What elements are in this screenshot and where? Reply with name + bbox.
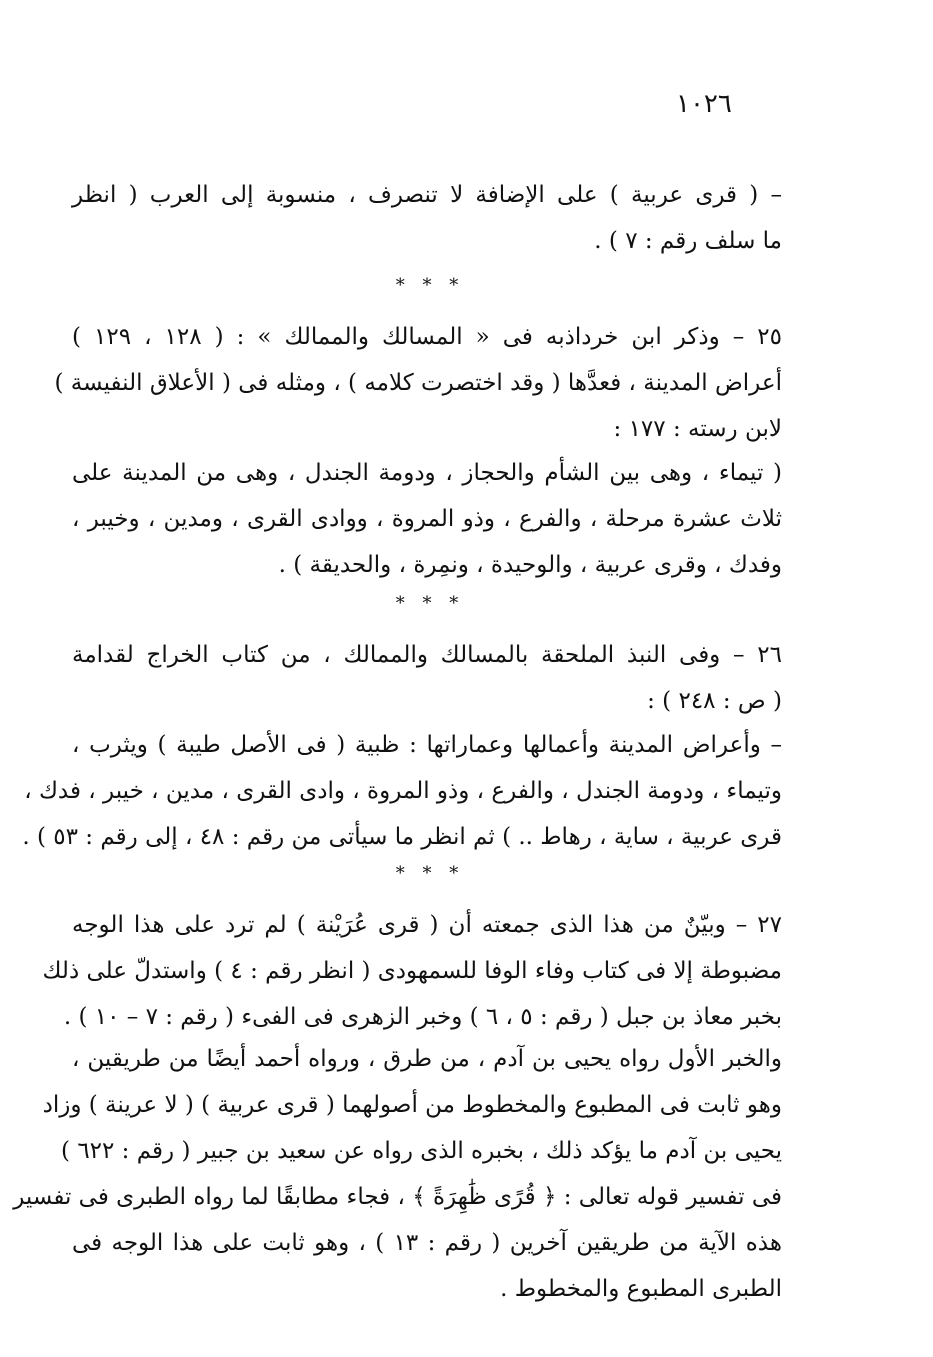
- text-line: مضبوطة إلا فى كتاب وفاء الوفا للسمهودى ( انظر رقم : ٤ ) واستدلّ على ذلك: [42, 958, 782, 984]
- text-line: وهو ثابت فى المطبوع والمخطوط من أصولهما ( قرى عربية ) ( لا عرينة ) وزاد: [42, 1092, 782, 1118]
- text-line: – وأعراض المدينة وأعمالها وعماراتها : ظبية ( فى الأصل طيبة ) ويثرب ،: [72, 732, 782, 758]
- paragraph-26: [72, 632, 782, 724]
- text-line: وفدك ، وقرى عربية ، والوحيدة ، ونمِرة ، والحديقة ) .: [278, 552, 782, 578]
- text-line: ٢٥ – وذكر ابن خرداذبه فى « المسالك والممالك » : ( ١٢٨ ، ١٢٩ ): [72, 324, 782, 350]
- text-line: بخبر معاذ بن جبل ( رقم : ٥ ، ٦ ) وخبر الزهرى فى الفىء ( رقم : ٧ – ١٠ ) .: [63, 1004, 782, 1030]
- text-line: ( تيماء ، وهى بين الشأم والحجاز ، ودومة الجندل ، وهى من المدينة على: [72, 460, 782, 486]
- quote-25: [72, 450, 782, 588]
- section-separator: * * *: [395, 275, 465, 296]
- text-line: أعراض المدينة ، فعدَّها ( وقد اختصرت كلامه ) ، ومثله فى ( الأعلاق النفيسة ): [54, 370, 782, 396]
- section-separator: * * *: [395, 863, 465, 884]
- text-line: ( ص : ٢٤٨ ) :: [647, 688, 782, 714]
- text-line: قرى عربية ، ساية ، رهاط .. ) ثم انظر ما سيأتى من رقم : ٤٨ ، إلى رقم : ٥٣ ) .: [22, 824, 782, 850]
- paragraph-intro-note: [72, 172, 782, 264]
- text-line: والخبر الأول رواه يحيى بن آدم ، من طرق ، ورواه أحمد أيضًا من طريقين ،: [72, 1046, 782, 1072]
- section-separator: * * *: [395, 593, 465, 614]
- text-line: لابن رسته : ١٧٧ :: [613, 416, 782, 442]
- text-line: ثلاث عشرة مرحلة ، والفرع ، وذو المروة ، ووادى القرى ، ومدين ، وخيبر ،: [72, 506, 782, 532]
- paragraph-27: [42, 902, 782, 1040]
- text-line: فى تفسير قوله تعالى : ﴿ قُرًى ظَٰهِرَةً ﴾ ، فجاء مطابقًا لما رواه الطبرى فى تفسير: [13, 1184, 782, 1210]
- paragraph-25: [54, 314, 782, 452]
- text-line: ٢٦ – وفى النبذ الملحقة بالمسالك والممالك ، من كتاب الخراج لقدامة: [72, 642, 782, 668]
- text-line: ما سلف رقم : ٧ ) .: [594, 228, 782, 254]
- text-line: الطبرى المطبوع والمخطوط .: [500, 1276, 782, 1302]
- paragraph-27-continued: [13, 1036, 782, 1312]
- page-number: ١٠٢٦: [676, 89, 732, 119]
- text-line: يحيى بن آدم ما يؤكد ذلك ، بخبره الذى رواه عن سعيد بن جبير ( رقم : ٦٢٢ ): [61, 1138, 782, 1164]
- text-line: هذه الآية من طريقين آخرين ( رقم : ١٣ ) ، وهو ثابت على هذا الوجه فى: [72, 1230, 782, 1256]
- text-line: – ( قرى عربية ) على الإضافة لا تنصرف ، منسوبة إلى العرب ( انظر: [72, 182, 782, 208]
- quote-26: [22, 722, 782, 860]
- text-line: وتيماء ، ودومة الجندل ، والفرع ، وذو المروة ، وادى القرى ، مدين ، خيبر ، فدك ،: [24, 778, 782, 804]
- text-line: ٢٧ – وبيّنٌ من هذا الذى جمعته أن ( قرى عُرَيْنة ) لم ترد على هذا الوجه: [72, 912, 782, 938]
